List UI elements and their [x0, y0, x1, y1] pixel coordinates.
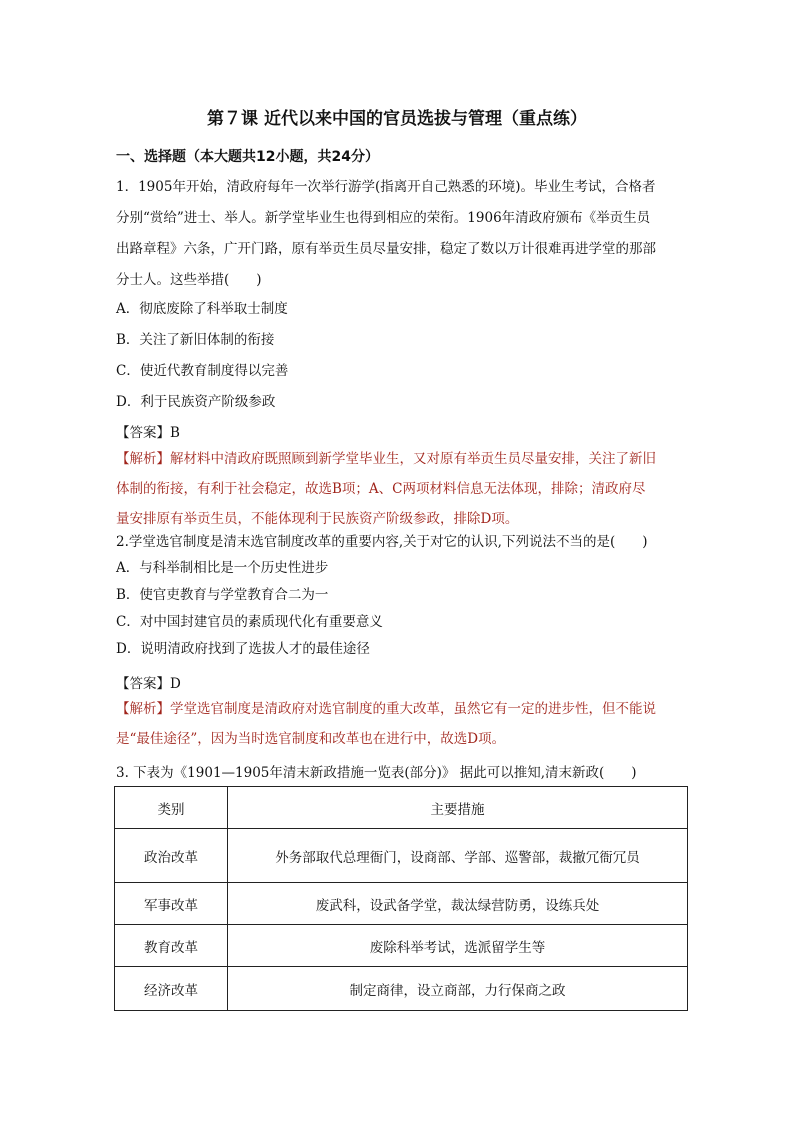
- question-1-options: [116, 294, 686, 418]
- table-cell: 废除科举考试，选派留学生等: [228, 925, 688, 967]
- table-cell: 外务部取代总理衙门，设商部、学部、巡警部，裁撤冗衙冗员: [228, 829, 688, 883]
- table-row: [115, 829, 688, 883]
- section-heading: 一、选择题（本大题共12小题，共24分）: [116, 149, 379, 165]
- question-2-options: [116, 555, 686, 663]
- table-cell: 废武科，设武备学堂，裁汰绿营防勇，设练兵处: [228, 883, 688, 925]
- answer-tag: 【答案】: [116, 676, 170, 692]
- table-cell: 军事改革: [115, 883, 228, 925]
- option-a: A．彻底废除了科举取士制度: [116, 301, 288, 317]
- question-1-line: 分别“赏给”进士、举人。新学堂毕业生也得到相应的荣衔。1906年清政府颁布《举贡生员: [116, 210, 651, 226]
- explanation-line: 体制的衔接，有利于社会稳定，故选B项；A、C两项材料信息无法体现，排除；清政府尽: [116, 481, 646, 497]
- question-2-explanation: [116, 694, 686, 754]
- question-1-line: 分士人。这些举措( ): [116, 272, 262, 288]
- table-cell: 制定商律，设立商部，力行保商之政: [228, 967, 688, 1011]
- table-row: [115, 883, 688, 925]
- option-d: D．说明清政府找到了选拔人才的最佳途径: [116, 641, 370, 657]
- table-cell: 政治改革: [115, 829, 228, 883]
- question-3-stem: 3. 下表为《1901—1905年清末新政措施一览表(部分)》 据此可以推知,清末新政( ): [116, 765, 637, 781]
- measures-table: [114, 786, 688, 1011]
- explanation-line: 解材料中清政府既照顾到新学堂毕业生，又对原有举贡生员尽量安排，关注了新旧: [170, 451, 656, 467]
- option-b: B．关注了新旧体制的衔接: [116, 332, 275, 348]
- explanation-line: 量安排原有举贡生员，不能体现利于民族资产阶级参政，排除D项。: [116, 511, 519, 527]
- explanation-tag: 【解析】: [116, 451, 170, 467]
- question-1-line: 1．1905年开始，清政府每年一次举行游学(指离开自己熟悉的环境)。毕业生考试，合格者: [116, 179, 656, 195]
- table-header-cell: 类别: [115, 787, 228, 829]
- option-b: B．使官吏教育与学堂教育合二为一: [116, 587, 329, 603]
- option-d: D．利于民族资产阶级参政: [116, 394, 276, 410]
- answer-value: B: [170, 425, 180, 441]
- table-row: [115, 925, 688, 967]
- explanation-tag: 【解析】: [116, 701, 170, 717]
- table-header-row: [115, 787, 688, 829]
- table-header-cell: 主要措施: [228, 787, 688, 829]
- option-c: C．对中国封建官员的素质现代化有重要意义: [116, 614, 383, 630]
- question-1-explanation: [116, 444, 686, 534]
- option-a: A．与科举制相比是一个历史性进步: [116, 560, 329, 576]
- question-2-stem: 2.学堂选官制度是清末选官制度改革的重要内容,关于对它的认识,下列说法不当的是( ): [116, 534, 648, 550]
- table-row: [115, 967, 688, 1011]
- table-cell: 经济改革: [115, 967, 228, 1011]
- page-title: 第７课 近代以来中国的官员选拔与管理（重点练）: [207, 109, 587, 129]
- answer-value: D: [170, 676, 181, 692]
- option-c: C．使近代教育制度得以完善: [116, 363, 289, 379]
- question-1-stem: [116, 172, 686, 296]
- answer-tag: 【答案】: [116, 425, 170, 441]
- question-1-line: 出路章程》六条，广开门路，原有举贡生员尽量安排，稳定了数以万计很难再进学堂的那部: [116, 241, 656, 257]
- question-1-answer: [116, 420, 686, 446]
- explanation-line: 学堂选官制度是清政府对选官制度的重大改革，虽然它有一定的进步性，但不能说: [170, 701, 656, 717]
- explanation-line: 是“最佳途径”，因为当时选官制度和改革也在进行中，故选D项。: [116, 731, 506, 747]
- table-cell: 教育改革: [115, 925, 228, 967]
